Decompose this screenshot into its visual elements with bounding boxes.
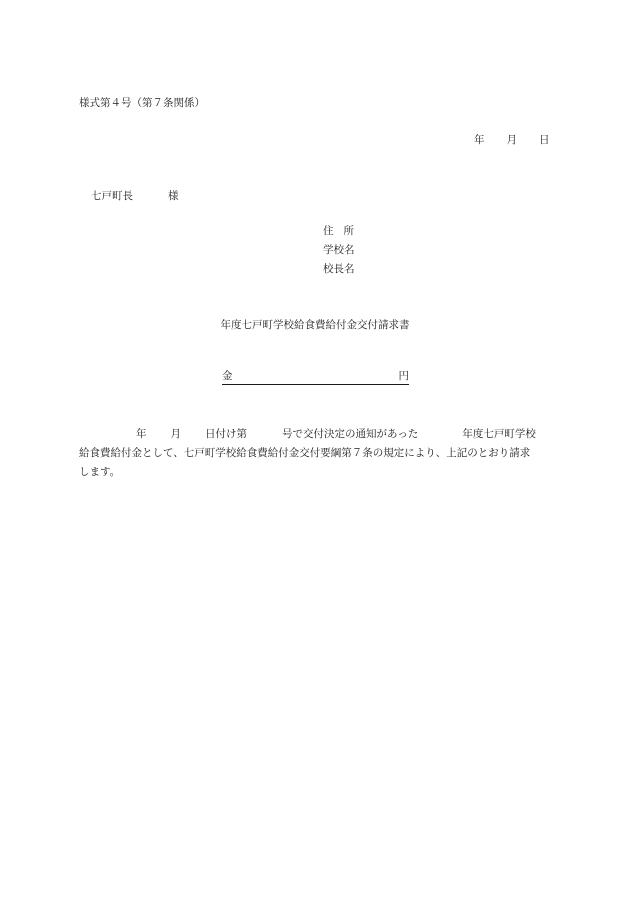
school-name-label: 学校名 (323, 244, 355, 256)
body-line-2: 給食費給付金として、七戸町学校給食費給付金交付要綱第７条の規定により、上記のとおり請求 (79, 447, 531, 459)
body-line-3: します。 (79, 466, 121, 478)
form-number: 様式第４号（第７条関係） (79, 97, 205, 109)
body-year-label: 年 (136, 428, 147, 440)
date-day-label: 日 (539, 134, 550, 146)
document-title: 年度七戸町学校給食費給付金交付請求書 (220, 319, 410, 331)
addressee-name: 七戸町長 (91, 190, 133, 202)
amount-suffix: 円 (398, 370, 409, 382)
body-number-text: 号で交付決定の通知があった (282, 428, 419, 440)
amount-prefix: 金 (222, 370, 233, 382)
address-label: 住 所 (323, 225, 354, 237)
date-month-label: 月 (506, 134, 517, 146)
request-body-text (79, 425, 555, 482)
applicant-block (323, 226, 355, 283)
amount-line (222, 371, 409, 385)
addressee-honorific: 様 (168, 190, 179, 202)
principal-name-label: 校長名 (323, 263, 355, 275)
addressee (91, 191, 179, 202)
body-day-notice: 日付け第 (205, 428, 247, 440)
body-month-label: 月 (170, 428, 181, 440)
date-year-label: 年 (474, 134, 485, 146)
body-fiscal-year-text: 年度七戸町学校 (462, 428, 536, 440)
body-line-1 (79, 425, 555, 444)
date-line (474, 135, 550, 146)
